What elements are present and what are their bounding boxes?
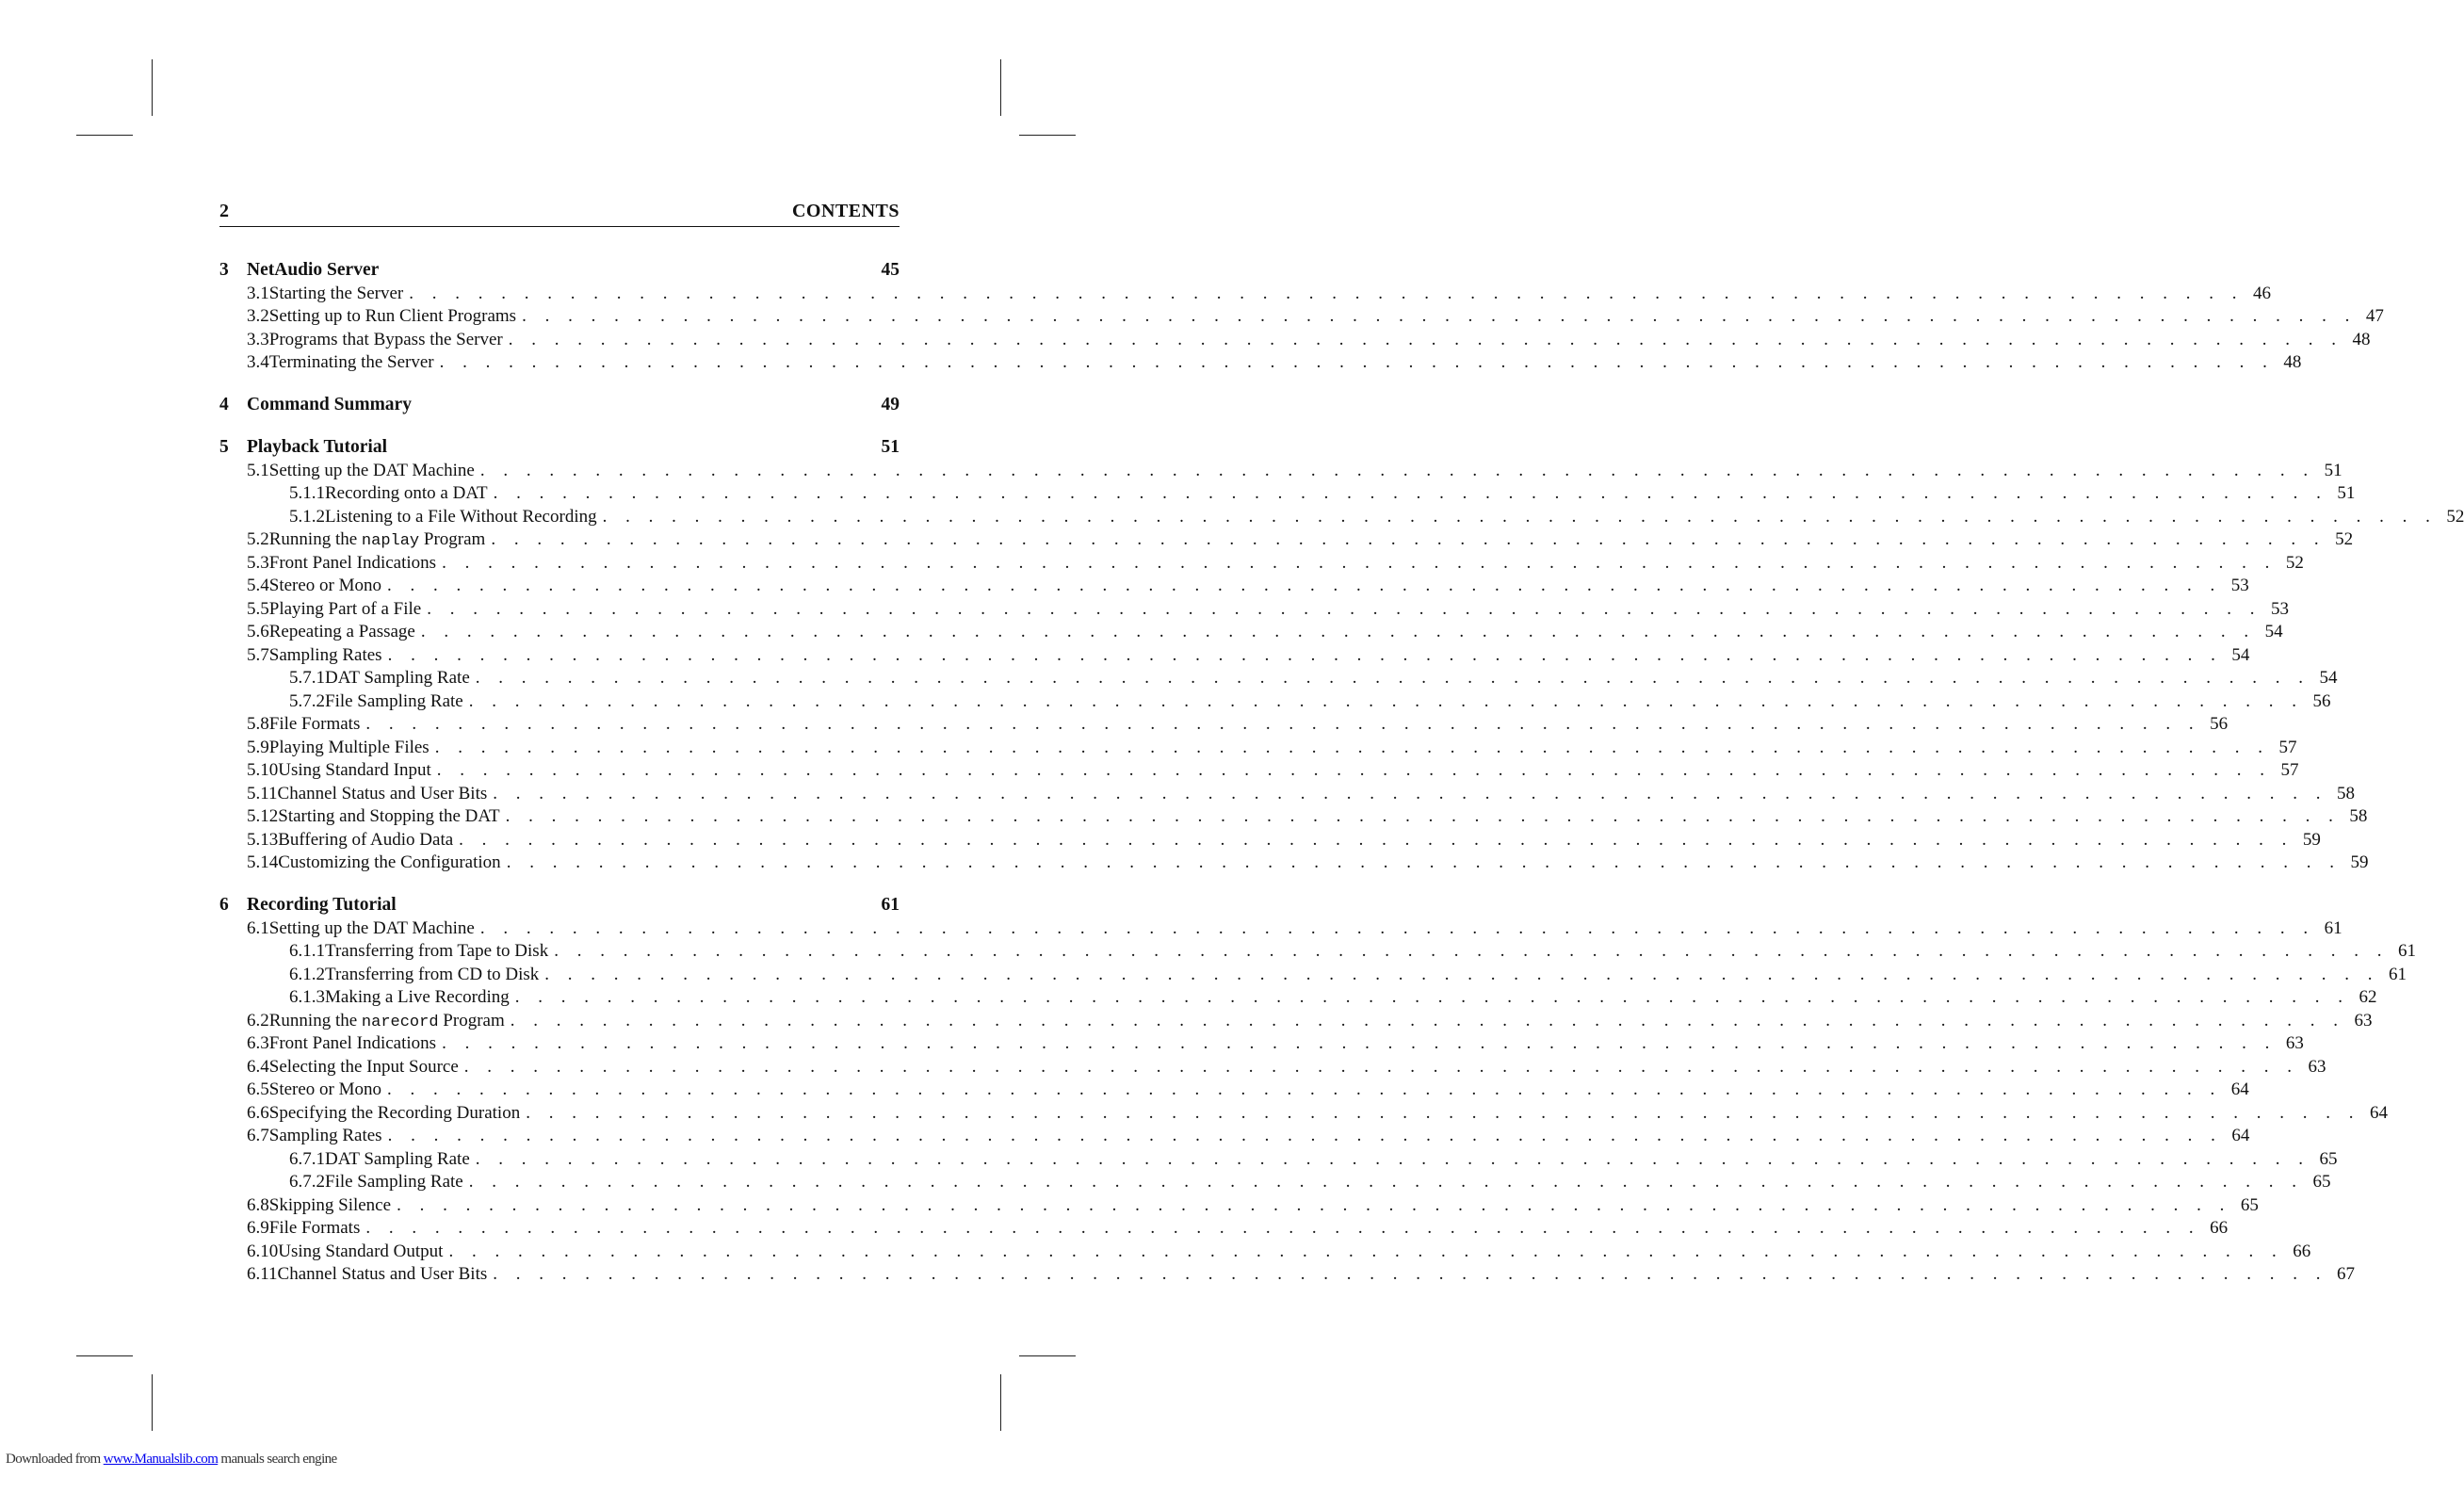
entry-title-pre: Running the <box>268 529 362 549</box>
dot-leader: . . . . . . . . . . . . . . . . . . . . . . . . . . . . . . . . . . . . . . . . . . . . . . . . . . . . . . . . . . . . . . . . . . . . . . . . . . . . . . . . <box>409 283 2244 303</box>
dot-leader: . . . . . . . . . . . . . . . . . . . . . . . . . . . . . . . . . . . . . . . . . . . . . . . . . . . . . . . . . . . . . . . . . . . . . . . . . . . . . . . . <box>448 1241 2284 1261</box>
entry-page: 52 <box>2285 552 2304 573</box>
dot-leader: . . . . . . . . . . . . . . . . . . . . . . . . . . . . . . . . . . . . . . . . . . . . . . . . . . . . . . . . . . . . . . . . . . . . . . . . . . . . . . . . <box>387 644 2223 665</box>
entry-number: 6.1.2 <box>289 964 325 984</box>
entry-title: File Formats <box>268 714 361 734</box>
chapter-title: Playback Tutorial <box>247 437 387 457</box>
download-footer <box>6 1452 337 1468</box>
dot-leader: . . . . . . . . . . . . . . . . . . . . . . . . . . . . . . . . . . . . . . . . . . . . . . . . . . . . . . . . . . . . . . . . . . . . . . . . . . . . . . . . <box>479 460 2315 480</box>
chapter-number: 6 <box>219 895 229 915</box>
entry-title <box>269 529 486 550</box>
toc-section[interactable] <box>219 1218 2229 1241</box>
entry-number: 5.13 <box>247 829 279 850</box>
toc-section[interactable] <box>219 760 2299 784</box>
toc-subsection[interactable] <box>219 506 2464 530</box>
entry-number: 6.1.1 <box>289 941 325 961</box>
crop-mark <box>152 59 153 116</box>
entry-number: 6.3 <box>247 1033 269 1053</box>
toc-section[interactable] <box>219 1126 2250 1149</box>
entry-title: Front Panel Indications <box>268 1033 437 1053</box>
chapter-title: Command Summary <box>247 395 412 414</box>
chapter-title: Recording Tutorial <box>247 895 397 915</box>
entry-page: 64 <box>2369 1102 2388 1123</box>
entry-page: 54 <box>2231 644 2250 665</box>
toc-section[interactable] <box>219 1264 2355 1288</box>
entry-title: Buffering of Audio Data <box>278 829 454 850</box>
toc-subsection[interactable] <box>219 690 2331 715</box>
entry-title: Specifying the Recording Duration <box>268 1102 521 1123</box>
crop-mark <box>76 1355 133 1356</box>
entry-number: 5.11 <box>247 783 278 803</box>
toc-subsection[interactable] <box>219 1148 2338 1173</box>
entry-title: Selecting the Input Source <box>268 1056 459 1077</box>
entry-number: 3.3 <box>247 329 269 349</box>
dot-leader: . . . . . . . . . . . . . . . . . . . . . . . . . . . . . . . . . . . . . . . . . . . . . . . . . . . . . . . . . . . . . . . . . . . . . . . . . . . . . . . . <box>508 329 2343 349</box>
entry-title: Listening to a File Without Recording <box>325 506 597 527</box>
dot-leader: . . . . . . . . . . . . . . . . . . . . . . . . . . . . . . . . . . . . . . . . . . . . . . . . . . . . . . . . . . . . . . . . . . . . . . . . . . . . . . . . <box>468 1172 2304 1192</box>
entry-page: 65 <box>2312 1172 2331 1192</box>
entry-page: 63 <box>2285 1033 2304 1053</box>
entry-page: 57 <box>2280 760 2299 780</box>
entry-title: Using Standard Output <box>278 1241 444 1261</box>
entry-page: 67 <box>2337 1264 2355 1284</box>
entry-page: 54 <box>2319 668 2338 688</box>
entry-number: 6.7 <box>247 1126 269 1145</box>
toc-section[interactable] <box>219 1033 2304 1057</box>
entry-title: Starting the Server <box>268 283 404 303</box>
toc-section[interactable] <box>219 598 2289 623</box>
entry-title: Terminating the Server <box>268 352 434 372</box>
entry-number: 5.8 <box>247 714 269 734</box>
entry-title: DAT Sampling Rate <box>325 668 470 688</box>
entry-page: 51 <box>2324 460 2342 480</box>
crop-mark <box>1019 135 1076 136</box>
entry-page: 61 <box>2389 964 2407 984</box>
chapter-page: 49 <box>881 395 900 414</box>
dot-leader: . . . . . . . . . . . . . . . . . . . . . . . . . . . . . . . . . . . . . . . . . . . . . . . . . . . . . . . . . . . . . . . . . . . . . . . . . . . . . . . . <box>459 829 2294 850</box>
dot-leader: . . . . . . . . . . . . . . . . . . . . . . . . . . . . . . . . . . . . . . . . . . . . . . . . . . . . . . . . . . . . . . . . . . . . . . . . . . . . . . . . <box>420 622 2256 641</box>
chapter-heading[interactable] <box>219 260 900 284</box>
dot-leader: . . . . . . . . . . . . . . . . . . . . . . . . . . . . . . . . . . . . . . . . . . . . . . . . . . . . . . . . . . . . . . . . . . . . . . . . . . . . . . . . <box>365 714 2201 734</box>
dot-leader: . . . . . . . . . . . . . . . . . . . . . . . . . . . . . . . . . . . . . . . . . . . . . . . . . . . . . . . . . . . . . . . . . . . . . . . . . . . . . . . . <box>365 1218 2201 1238</box>
entry-command-code: naplay <box>361 532 420 550</box>
entry-page: 59 <box>2350 852 2369 872</box>
entry-title: Setting up the DAT Machine <box>268 917 475 938</box>
entry-page: 59 <box>2302 829 2321 850</box>
dot-leader: . . . . . . . . . . . . . . . . . . . . . . . . . . . . . . . . . . . . . . . . . . . . . . . . . . . . . . . . . . . . . . . . . . . . . . . . . . . . . . . . <box>479 917 2315 938</box>
dot-leader: . . . . . . . . . . . . . . . . . . . . . . . . . . . . . . . . . . . . . . . . . . . . . . . . . . . . . . . . . . . . . . . . . . . . . . . . . . . . . . . . <box>397 1194 2231 1215</box>
dot-leader: . . . . . . . . . . . . . . . . . . . . . . . . . . . . . . . . . . . . . . . . . . . . . . . . . . . . . . . . . . . . . . . . . . . . . . . . . . . . . . . . <box>510 1010 2345 1030</box>
entry-title <box>269 1011 505 1031</box>
entry-title: Channel Status and User Bits <box>277 783 488 803</box>
toc-section[interactable] <box>219 352 2302 376</box>
chapter-title: NetAudio Server <box>247 260 380 280</box>
entry-page: 53 <box>2270 598 2289 619</box>
entry-title-post: Program <box>419 529 486 549</box>
chapter-heading[interactable] <box>219 437 900 461</box>
toc-section[interactable] <box>219 1241 2311 1265</box>
header-page-number: 2 <box>219 201 229 221</box>
toc-subsection[interactable] <box>219 483 2356 507</box>
entry-number: 6.7.2 <box>289 1172 325 1192</box>
entry-page: 48 <box>2283 352 2302 372</box>
entry-page: 46 <box>2252 283 2271 303</box>
entry-title: Sampling Rates <box>268 1126 382 1145</box>
entry-page: 52 <box>2335 529 2354 549</box>
entry-page: 65 <box>2240 1194 2259 1215</box>
entry-number: 5.7.2 <box>289 690 325 711</box>
toc-section[interactable] <box>219 644 2250 669</box>
entry-number: 5.7 <box>247 644 269 665</box>
dot-leader: . . . . . . . . . . . . . . . . . . . . . . . . . . . . . . . . . . . . . . . . . . . . . . . . . . . . . . . . . . . . . . . . . . . . . . . . . . . . . . . . <box>514 987 2350 1007</box>
entry-page: 61 <box>2324 917 2342 938</box>
table-of-contents <box>219 260 2464 1288</box>
toc-section[interactable] <box>219 576 2249 599</box>
entry-title: Programs that Bypass the Server <box>268 329 503 349</box>
crop-mark <box>1000 1374 1001 1431</box>
entry-page: 62 <box>2359 987 2377 1007</box>
entry-title: Recording onto a DAT <box>325 483 488 503</box>
entry-page: 56 <box>2210 714 2229 734</box>
entry-number: 5.4 <box>247 576 269 595</box>
toc-section[interactable] <box>219 552 2304 576</box>
toc-section[interactable] <box>219 806 2368 830</box>
entry-page: 57 <box>2278 737 2297 757</box>
crop-mark <box>1000 59 1001 116</box>
entry-number: 6.1.3 <box>289 987 325 1007</box>
toc-section[interactable] <box>219 783 2355 807</box>
dot-leader: . . . . . . . . . . . . . . . . . . . . . . . . . . . . . . . . . . . . . . . . . . . . . . . . . . . . . . . . . . . . . . . . . . . . . . . . . . . . . . . . <box>493 1264 2327 1284</box>
entry-title: Starting and Stopping the DAT <box>278 806 500 826</box>
toc-subsection[interactable] <box>219 987 2377 1011</box>
entry-title: Using Standard Input <box>278 760 431 780</box>
dot-leader: . . . . . . . . . . . . . . . . . . . . . . . . . . . . . . . . . . . . . . . . . . . . . . . . . . . . . . . . . . . . . . . . . . . . . . . . . . . . . . . . <box>491 529 2326 549</box>
dot-leader: . . . . . . . . . . . . . . . . . . . . . . . . . . . . . . . . . . . . . . . . . . . . . . . . . . . . . . . . . . . . . . . . . . . . . . . . . . . . . . . . <box>442 552 2277 573</box>
entry-number: 5.7.1 <box>289 668 325 688</box>
entry-title: Skipping Silence <box>268 1194 392 1215</box>
dot-leader: . . . . . . . . . . . . . . . . . . . . . . . . . . . . . . . . . . . . . . . . . . . . . . . . . . . . . . . . . . . . . . . . . . . . . . . . . . . . . . . . <box>493 783 2327 803</box>
chapter-number: 5 <box>219 437 229 457</box>
entry-page: 65 <box>2319 1148 2338 1169</box>
chapter-page: 61 <box>881 895 900 915</box>
entry-number: 6.7.1 <box>289 1148 325 1169</box>
entry-title: Customizing the Configuration <box>278 852 501 872</box>
entry-title: Sampling Rates <box>268 644 382 665</box>
entry-page: 63 <box>2354 1010 2373 1030</box>
entry-command-code: narecord <box>361 1013 439 1031</box>
entry-title: Stereo or Mono <box>268 576 382 595</box>
dot-leader: . . . . . . . . . . . . . . . . . . . . . . . . . . . . . . . . . . . . . . . . . . . . . . . . . . . . . . . . . . . . . . . . . . . . . . . . . . . . . . . . <box>493 483 2328 503</box>
dot-leader: . . . . . . . . . . . . . . . . . . . . . . . . . . . . . . . . . . . . . . . . . . . . . . . . . . . . . . . . . . . . . . . . . . . . . . . . . . . . . . . . <box>439 352 2275 372</box>
chapter-heading[interactable] <box>219 395 900 418</box>
chapter-number: 3 <box>219 260 229 280</box>
toc-subsection[interactable] <box>219 964 2407 988</box>
entry-title: File Sampling Rate <box>325 1172 463 1192</box>
crop-mark <box>76 135 133 136</box>
dot-leader: . . . . . . . . . . . . . . . . . . . . . . . . . . . . . . . . . . . . . . . . . . . . . . . . . . . . . . . . . . . . . . . . . . . . . . . . . . . . . . . . <box>434 737 2270 757</box>
toc-section[interactable] <box>219 306 2384 330</box>
toc-section[interactable] <box>219 1102 2388 1127</box>
entry-page: 48 <box>2352 329 2371 349</box>
entry-number: 6.6 <box>247 1102 269 1123</box>
dot-leader: . . . . . . . . . . . . . . . . . . . . . . . . . . . . . . . . . . . . . . . . . . . . . . . . . . . . . . . . . . . . . . . . . . . . . . . . . . . . . . . . <box>463 1056 2299 1077</box>
entry-number: 3.4 <box>247 352 269 372</box>
chapter-number: 4 <box>219 395 229 414</box>
toc-section[interactable] <box>219 1056 2326 1080</box>
entry-number: 3.1 <box>247 283 269 303</box>
entry-title: Front Panel Indications <box>268 552 437 573</box>
dot-leader: . . . . . . . . . . . . . . . . . . . . . . . . . . . . . . . . . . . . . . . . . . . . . . . . . . . . . . . . . . . . . . . . . . . . . . . . . . . . . . . . <box>506 852 2342 872</box>
entry-page: 64 <box>2230 1079 2249 1099</box>
entry-title: Repeating a Passage <box>268 622 415 641</box>
entry-title-pre: Running the <box>268 1010 362 1030</box>
entry-page: 66 <box>2210 1218 2229 1238</box>
entry-title: Playing Multiple Files <box>268 737 430 757</box>
entry-number: 5.1.1 <box>289 483 325 503</box>
entry-number: 6.4 <box>247 1056 269 1077</box>
entry-page: 51 <box>2337 483 2356 503</box>
entry-number: 5.1.2 <box>289 506 325 527</box>
entry-page: 66 <box>2293 1241 2311 1261</box>
toc-section[interactable] <box>219 1079 2249 1103</box>
chapter-heading[interactable] <box>219 895 900 918</box>
entry-number: 5.5 <box>247 598 269 619</box>
dot-leader: . . . . . . . . . . . . . . . . . . . . . . . . . . . . . . . . . . . . . . . . . . . . . . . . . . . . . . . . . . . . . . . . . . . . . . . . . . . . . . . . <box>436 760 2272 780</box>
toc-section[interactable] <box>219 283 2271 307</box>
entry-number: 6.5 <box>247 1079 269 1099</box>
entry-page: 58 <box>2349 806 2368 826</box>
toc-section[interactable] <box>219 1010 2373 1034</box>
entry-number: 6.8 <box>247 1194 269 1215</box>
dot-leader: . . . . . . . . . . . . . . . . . . . . . . . . . . . . . . . . . . . . . . . . . . . . . . . . . . . . . . . . . . . . . . . . . . . . . . . . . . . . . . . . <box>526 1102 2360 1123</box>
header-title: CONTENTS <box>791 201 900 221</box>
entry-title: Stereo or Mono <box>268 1079 382 1099</box>
manualslib-link[interactable]: www.Manualslib.com <box>103 1452 219 1467</box>
entry-number: 6.11 <box>247 1264 278 1284</box>
dot-leader: . . . . . . . . . . . . . . . . . . . . . . . . . . . . . . . . . . . . . . . . . . . . . . . . . . . . . . . . . . . . . . . . . . . . . . . . . . . . . . . . <box>387 576 2222 595</box>
crop-mark <box>1019 1355 1076 1356</box>
toc-section[interactable] <box>219 737 2297 761</box>
toc-section[interactable] <box>219 329 2371 353</box>
entry-number: 5.3 <box>247 552 269 573</box>
dot-leader: . . . . . . . . . . . . . . . . . . . . . . . . . . . . . . . . . . . . . . . . . . . . . . . . . . . . . . . . . . . . . . . . . . . . . . . . . . . . . . . . <box>602 506 2438 527</box>
entry-number: 5.10 <box>247 760 279 780</box>
toc-section[interactable] <box>219 829 2321 853</box>
entry-page: 53 <box>2230 576 2249 595</box>
toc-section[interactable] <box>219 529 2354 553</box>
entry-number: 5.1 <box>247 460 269 480</box>
entry-title: Playing Part of a File <box>268 598 422 619</box>
toc-section[interactable] <box>219 852 2369 876</box>
dot-leader: . . . . . . . . . . . . . . . . . . . . . . . . . . . . . . . . . . . . . . . . . . . . . . . . . . . . . . . . . . . . . . . . . . . . . . . . . . . . . . . . <box>475 1148 2310 1169</box>
footer-prefix: Downloaded from <box>6 1452 104 1467</box>
entry-title: Setting up the DAT Machine <box>268 460 475 480</box>
chapter-page: 51 <box>881 437 900 457</box>
entry-page: 61 <box>2397 941 2416 961</box>
dot-leader: . . . . . . . . . . . . . . . . . . . . . . . . . . . . . . . . . . . . . . . . . . . . . . . . . . . . . . . . . . . . . . . . . . . . . . . . . . . . . . . . <box>468 690 2304 711</box>
entry-title: Transferring from Tape to Disk <box>325 941 549 961</box>
entry-page: 47 <box>2365 306 2384 326</box>
entry-number: 5.9 <box>247 737 269 757</box>
dot-leader: . . . . . . . . . . . . . . . . . . . . . . . . . . . . . . . . . . . . . . . . . . . . . . . . . . . . . . . . . . . . . . . . . . . . . . . . . . . . . . . . <box>442 1033 2277 1053</box>
entry-title: Channel Status and User Bits <box>277 1264 488 1284</box>
entry-page: 54 <box>2264 622 2283 641</box>
footer-suffix: manuals search engine <box>218 1452 337 1467</box>
dot-leader: . . . . . . . . . . . . . . . . . . . . . . . . . . . . . . . . . . . . . . . . . . . . . . . . . . . . . . . . . . . . . . . . . . . . . . . . . . . . . . . . <box>475 668 2310 688</box>
dot-leader: . . . . . . . . . . . . . . . . . . . . . . . . . . . . . . . . . . . . . . . . . . . . . . . . . . . . . . . . . . . . . . . . . . . . . . . . . . . . . . . . <box>427 598 2261 619</box>
dot-leader: . . . . . . . . . . . . . . . . . . . . . . . . . . . . . . . . . . . . . . . . . . . . . . . . . . . . . . . . . . . . . . . . . . . . . . . . . . . . . . . . <box>387 1079 2222 1099</box>
chapter-page: 45 <box>881 260 900 280</box>
entry-number: 5.14 <box>247 852 279 872</box>
toc-subsection[interactable] <box>219 941 2416 965</box>
entry-title-post: Program <box>438 1010 505 1030</box>
dot-leader: . . . . . . . . . . . . . . . . . . . . . . . . . . . . . . . . . . . . . . . . . . . . . . . . . . . . . . . . . . . . . . . . . . . . . . . . . . . . . . . . <box>522 306 2357 326</box>
toc-section[interactable] <box>219 622 2283 645</box>
entry-title: File Sampling Rate <box>325 690 463 711</box>
entry-number: 5.6 <box>247 622 269 641</box>
toc-section[interactable] <box>219 917 2342 942</box>
entry-page: 64 <box>2231 1126 2250 1145</box>
entry-number: 5.12 <box>247 806 279 826</box>
toc-section[interactable] <box>219 1194 2259 1219</box>
entry-page: 63 <box>2308 1056 2326 1077</box>
entry-number: 5.2 <box>247 529 269 549</box>
toc-section[interactable] <box>219 460 2342 484</box>
entry-number: 6.10 <box>247 1241 279 1261</box>
dot-leader: . . . . . . . . . . . . . . . . . . . . . . . . . . . . . . . . . . . . . . . . . . . . . . . . . . . . . . . . . . . . . . . . . . . . . . . . . . . . . . . . <box>387 1126 2223 1145</box>
entry-title: Making a Live Recording <box>325 987 510 1007</box>
toc-subsection[interactable] <box>219 1172 2331 1195</box>
entry-page: 56 <box>2312 690 2331 711</box>
entry-title: Setting up to Run Client Programs <box>268 306 517 326</box>
dot-leader: . . . . . . . . . . . . . . . . . . . . . . . . . . . . . . . . . . . . . . . . . . . . . . . . . . . . . . . . . . . . . . . . . . . . . . . . . . . . . . . . <box>505 806 2341 826</box>
entry-title: DAT Sampling Rate <box>325 1148 470 1169</box>
entry-number: 6.1 <box>247 917 269 938</box>
toc-subsection[interactable] <box>219 668 2338 691</box>
toc-section[interactable] <box>219 714 2229 738</box>
crop-mark <box>152 1374 153 1431</box>
page-header <box>219 200 900 227</box>
entry-page: 58 <box>2337 783 2355 803</box>
entry-title: Transferring from CD to Disk <box>325 964 540 984</box>
entry-number: 6.2 <box>247 1010 269 1030</box>
dot-leader: . . . . . . . . . . . . . . . . . . . . . . . . . . . . . . . . . . . . . . . . . . . . . . . . . . . . . . . . . . . . . . . . . . . . . . . . . . . . . . . . <box>544 964 2380 984</box>
entry-number: 6.9 <box>247 1218 269 1238</box>
entry-page: 52 <box>2446 506 2464 527</box>
dot-leader: . . . . . . . . . . . . . . . . . . . . . . . . . . . . . . . . . . . . . . . . . . . . . . . . . . . . . . . . . . . . . . . . . . . . . . . . . . . . . . . . <box>554 941 2389 961</box>
entry-title: File Formats <box>268 1218 361 1238</box>
entry-number: 3.2 <box>247 306 269 326</box>
